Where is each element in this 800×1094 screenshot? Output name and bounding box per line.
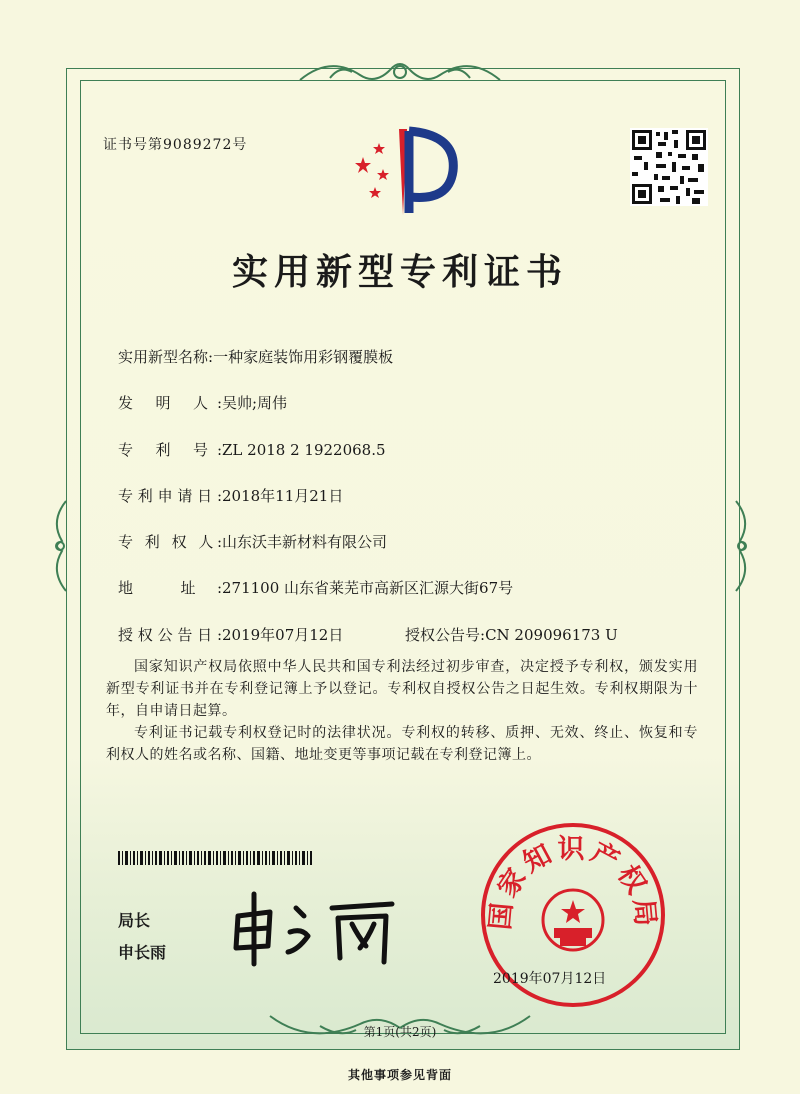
grant-number-row <box>405 624 618 645</box>
filing-date-label: 专利申请日: <box>118 487 222 505</box>
grant-number-label: 授权公告号: <box>405 626 486 644</box>
patent-office-logo-icon <box>345 125 465 220</box>
certificate-title: 实用新型专利证书 <box>231 251 568 293</box>
utility-model-name-row <box>118 346 393 367</box>
address-value: 271100 山东省莱芜市高新区汇源大街67号 <box>222 579 514 597</box>
filing-date-value: 2018年11月21日 <box>222 487 344 505</box>
svg-text:国家知识产权局: 国家知识产权局 <box>484 833 662 932</box>
utility-model-name-value: 一种家庭装饰用彩钢覆膜板 <box>213 348 394 366</box>
grant-statement-paragraph: 国家知识产权局依照中华人民共和国专利法经过初步审查，决定授予专利权，颁发实用新型专利证书并在专利登记簿上予以登记。专利权自授权公告之日起生效。专利权期限为十年，自申请日起算。 <box>106 659 698 719</box>
grant-date-label: 授权公告日: <box>118 626 222 644</box>
address-row <box>118 577 513 598</box>
footer-note: 其他事项参见背面 <box>347 1068 452 1082</box>
filing-date-row <box>118 485 343 506</box>
patent-number-row <box>118 439 386 460</box>
patentee-row <box>118 531 387 552</box>
legal-status-paragraph: 专利证书记载专利权登记时的法律状况。专利权的转移、质押、无效、终止、恢复和专利权人的姓名或名称、国籍、地址变更等事项记载在专利登记簿上。 <box>106 725 698 763</box>
patent-number-label: 专 利 号: <box>118 441 222 459</box>
page-number: 第1页(共2页) <box>363 1025 437 1039</box>
grant-number-value: CN 209096173 U <box>485 626 618 644</box>
seal-date: 2019年07月12日 <box>493 971 607 987</box>
utility-model-name-label: 实用新型名称: <box>118 348 214 366</box>
director-title: 局长 <box>118 911 151 930</box>
address-label: 地 址: <box>118 579 222 597</box>
qr-code <box>630 128 708 206</box>
right-ornament <box>732 496 754 596</box>
grant-date-value: 2019年07月12日 <box>222 626 344 644</box>
left-ornament <box>48 496 70 596</box>
director-name: 申长雨 <box>118 943 167 962</box>
inventor-row <box>118 392 287 413</box>
patentee-label: 专 利 权 人: <box>118 533 222 551</box>
grant-date-row <box>118 624 343 645</box>
certificate-number: 证书号第9089272号 <box>103 137 248 153</box>
handwritten-signature <box>228 888 398 968</box>
inventor-value: 吴帅;周伟 <box>222 394 288 412</box>
inventor-label: 发 明 人: <box>118 394 222 412</box>
patent-number-value: ZL 2018 2 1922068.5 <box>222 441 386 459</box>
patentee-value: 山东沃丰新材料有限公司 <box>222 533 388 551</box>
barcode <box>118 851 314 865</box>
top-ornament <box>290 50 510 90</box>
